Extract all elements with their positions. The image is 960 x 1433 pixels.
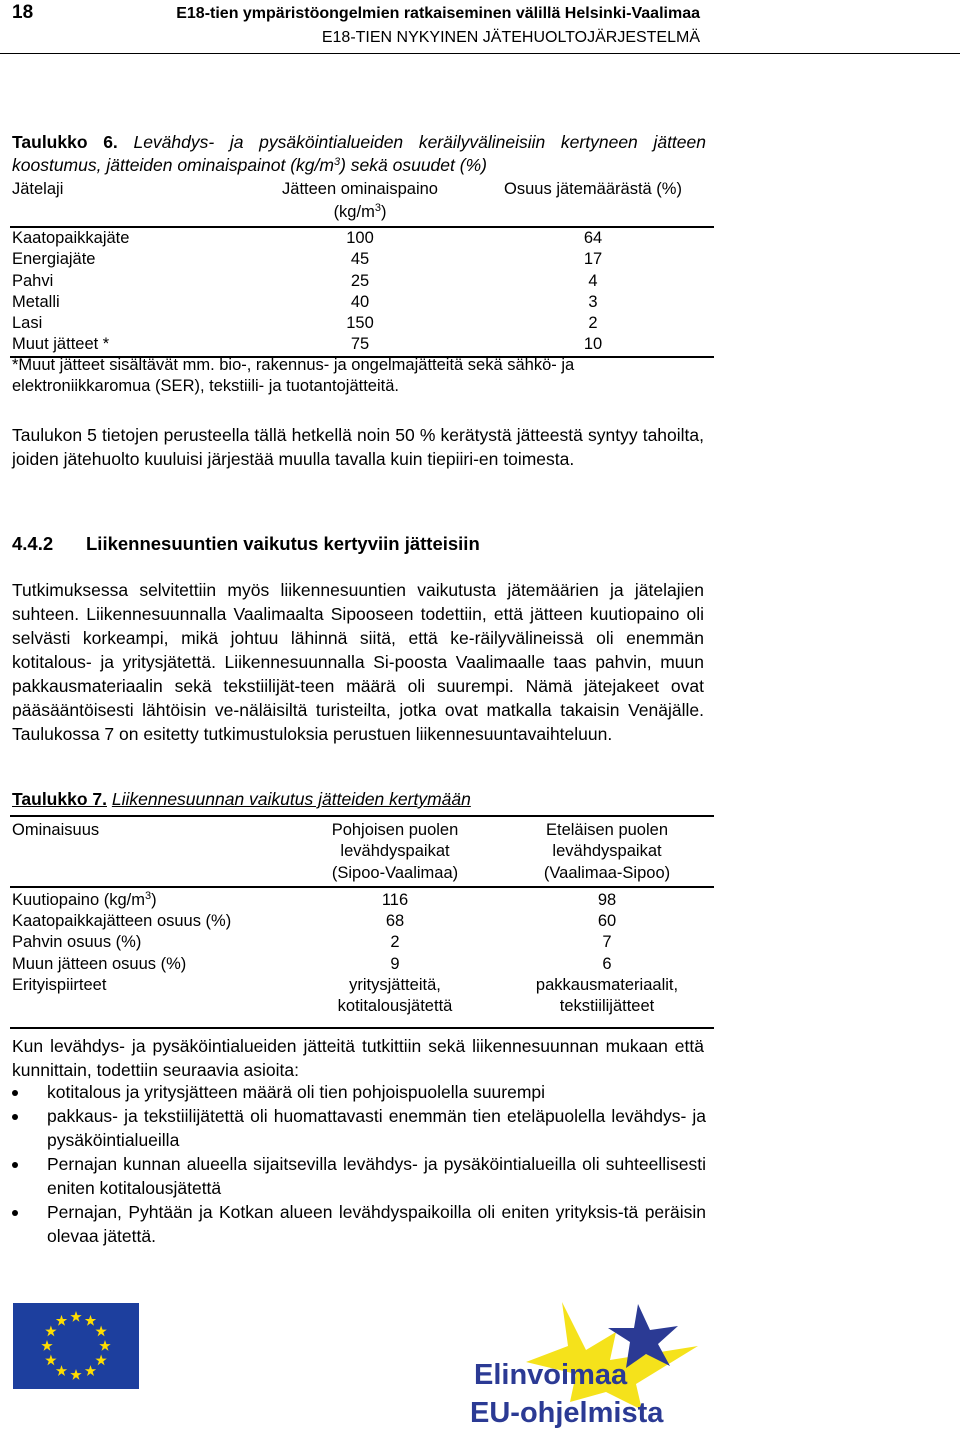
table6-caption-label: Taulukko 6. <box>12 132 118 152</box>
table7 <box>10 815 714 1029</box>
table-row <box>10 954 714 975</box>
running-header <box>176 2 700 50</box>
bullet-icon <box>12 1162 18 1168</box>
table6-header-row <box>10 178 714 227</box>
list-item <box>12 1152 706 1200</box>
table6-caption-sup: 3 <box>333 156 341 168</box>
table7-header-etelainen <box>500 816 714 887</box>
table-row <box>10 249 714 270</box>
table-row <box>10 334 714 356</box>
table6-cell-osuus: 17 <box>583 250 603 269</box>
list-item <box>12 1104 706 1152</box>
table7-header-row <box>10 816 714 887</box>
bullet-icon <box>12 1114 18 1120</box>
table-row <box>10 932 714 953</box>
bullet-icon <box>12 1210 18 1216</box>
header-line-1: E18-tien ympäristöongelmien ratkaiseminen välillä Helsinki-Vaalimaa <box>176 5 700 22</box>
table7-header-etelainen-line3: (Vaalimaa-Sipoo) <box>543 863 671 882</box>
table6-caption-tail: ) sekä osuudet (%) <box>340 155 487 175</box>
list-item-text: pakkaus- ja tekstiilijätettä oli huomattavasti enemmän tien eteläpuolella levähdys- ja pysäköintialueilla <box>47 1106 706 1150</box>
table7-cell-pohjoinen <box>290 975 500 1028</box>
table7-caption-label: Taulukko 7. <box>12 789 107 809</box>
table7-erityis-pohjoinen-line1: yritysjätteitä, <box>349 976 441 995</box>
table7-cell-ominaisuus: Muun jätteen osuus (%) <box>12 954 187 973</box>
table6-cell-osuus: 4 <box>588 271 598 290</box>
table7-cell-etelainen: 6 <box>602 954 612 973</box>
table7-cell-etelainen: 60 <box>597 912 617 931</box>
table6-header-unit-post: ) <box>380 203 387 221</box>
table6-cell-osuus: 10 <box>583 335 603 354</box>
logo-text-line2: EU-ohjelmista <box>470 1397 664 1429</box>
table7-cell-ominaisuus <box>10 887 290 911</box>
table7-caption <box>12 788 706 811</box>
list-item <box>12 1080 706 1104</box>
table7-cell-etelainen: 7 <box>602 933 612 952</box>
bullet-icon <box>12 1090 18 1096</box>
table6-header-unit-sup: 3 <box>374 202 381 214</box>
table7-header-etelainen-line2: levähdyspaikat <box>552 842 662 861</box>
table7-erityis-etelainen-line2: tekstiilijätteet <box>559 997 655 1016</box>
table7-header-ominaisuus: Ominaisuus <box>12 821 100 839</box>
header-line-2: E18-TIEN NYKYINEN JÄTEHUOLTOJÄRJESTELMÄ <box>321 29 700 46</box>
table6-cell-jatelaji: Pahvi <box>12 271 54 290</box>
table7-header-pohjoinen-line1: Pohjoisen puolen <box>331 821 459 839</box>
table7-header-pohjoinen-line2: levähdyspaikat <box>340 842 450 861</box>
table-row <box>10 887 714 911</box>
table7-header-pohjoinen-line3: (Sipoo-Vaalimaa) <box>331 863 459 882</box>
table7-cell-pohjoinen: 9 <box>390 954 400 973</box>
table6 <box>10 178 714 358</box>
table7-erityis-pohjoinen-line2: kotitalousjätettä <box>337 997 453 1016</box>
table7-header-etelainen-line1: Eteläisen puolen <box>545 821 668 839</box>
table7-erityis-etelainen-line1: pakkausmateriaalit, <box>535 976 679 995</box>
table-row <box>10 975 714 1028</box>
table7-header-pohjoinen <box>290 816 500 887</box>
paragraph-taulukon-5: Taulukon 5 tietojen perusteella tällä hetkellä noin 50 % kerätystä jätteestä syntyy tahoilta, joiden jätehuolto kuuluisi järjestää muulla tavalla kuin tiepiiri-en toimesta. <box>12 425 704 469</box>
table6-cell-osuus: 3 <box>588 292 598 311</box>
table6-cell-osuus: 64 <box>583 229 603 247</box>
table-row <box>10 313 714 334</box>
header-rule <box>0 53 960 54</box>
table6-footnote: *Muut jätteet sisältävät mm. bio-, rakennus- ja ongelmajätteitä sekä sähkö- ja elektroniikkaromua (SER), tekstiili- ja tuotantojätteitä. <box>12 356 575 395</box>
table6-header-unit-pre: (kg/m <box>333 203 375 221</box>
table6-header-ominaispaino-line1: Jätteen ominaispaino <box>282 180 438 198</box>
logo-text-line1: Elinvoimaa <box>474 1359 628 1391</box>
table6-header-ominaispaino <box>248 178 472 227</box>
table6-cell-ominaispaino: 75 <box>350 335 370 354</box>
table6-cell-ominaispaino: 25 <box>350 271 370 290</box>
table6-cell-ominaispaino: 100 <box>346 229 374 247</box>
eu-flag-logo <box>13 1303 139 1389</box>
table6-caption-text: Levähdys- ja pysäköintialueiden keräilyvälineisiin kertyneen jätteen koostumus, jätteiden ominaispainot (kg/m <box>12 132 706 175</box>
paragraph-tutkimustulokset: Kun levähdys- ja pysäköintialueiden jätteitä tutkittiin sekä liikennesuunnan mukaan että kunnittain, todettiin seuraavia asioita: <box>12 1036 704 1080</box>
table7-kuutio-label-post: ) <box>151 890 157 909</box>
table-row <box>10 271 714 292</box>
table6-cell-osuus: 2 <box>588 314 598 333</box>
elinvoimaa-eu-ohjelmista-logo <box>466 1302 706 1430</box>
table6-cell-jatelaji: Lasi <box>12 314 43 333</box>
table7-caption-text: Liikennesuunnan vaikutus jätteiden kertymään <box>111 789 471 809</box>
table7-kuutio-label-sup: 3 <box>145 889 152 902</box>
table7-cell-pohjoinen: 68 <box>385 912 405 931</box>
table6-cell-ominaispaino: 150 <box>346 314 374 333</box>
table-row <box>10 292 714 313</box>
table7-cell-ominaisuus: Erityispiirteet <box>12 976 107 995</box>
table7-cell-etelainen: 98 <box>597 890 617 909</box>
table-row <box>10 227 714 249</box>
table6-cell-jatelaji: Muut jätteet * <box>12 335 110 354</box>
table7-kuutio-label-pre: Kuutiopaino (kg/m <box>12 890 145 909</box>
table-row <box>10 911 714 932</box>
list-item-text: Pernajan, Pyhtään ja Kotkan alueen levähdyspaikoilla oli eniten yrityksis-tä peräisin olevaa jätettä. <box>47 1202 706 1246</box>
section-title: Liikennesuuntien vaikutus kertyviin jätteisiin <box>86 533 480 554</box>
table6-cell-ominaispaino: 40 <box>350 292 370 311</box>
table6-header-jatelaji: Jätelaji <box>12 180 64 198</box>
paragraph-liikennesuunnat: Tutkimuksessa selvitettiin myös liikennesuuntien vaikutusta jätemäärien ja jätelajien suhteen. Liikennesuunnalla Vaalimaalta Sipooseen todettiin, että jätteen kuutiopaino oli selvästi korkeampi, mikä johtuu lähinnä siitä, että ke-räilyvälineissä oli enemmän kotitalous- ja yritysjätettä. Liikennesuunnalla Si-poosta Vaalimaalle taas pahvin, muun pakkausmateriaalin sekä tekstiilijät-teen määrä oli suurempi. Nämä jätejakeet ovat pääsääntöisesti lähtöisin ve-näläisiltä turisteilta, jotka ovat matkalla takaisin Venäjälle. Taulukossa 7 on esitetty tutkimustuloksia perustuen liikennesuuntavaihteluun. <box>12 580 704 744</box>
findings-list <box>12 1080 706 1248</box>
section-number: 4.4.2 <box>12 533 54 554</box>
section-heading <box>12 533 480 555</box>
table7-cell-pohjoinen: 116 <box>381 890 409 909</box>
list-item-text: kotitalous ja yritysjätteen määrä oli tien pohjoispuolella suurempi <box>47 1082 546 1102</box>
table6-cell-ominaispaino: 45 <box>350 250 370 269</box>
table6-cell-jatelaji: Metalli <box>12 292 60 311</box>
page-number: 18 <box>12 2 34 23</box>
list-item-text: Pernajan kunnan alueella sijaitsevilla levähdys- ja pysäköintialueilla oli suhteellisesti eniten kotitalousjätettä <box>47 1154 706 1198</box>
table6-header-ominaispaino-line2 <box>250 201 470 224</box>
table6-cell-jatelaji: Kaatopaikkajäte <box>12 229 130 247</box>
table7-cell-ominaisuus: Pahvin osuus (%) <box>12 933 142 952</box>
logo-yellow-star-shape <box>526 1302 698 1410</box>
table6-header-osuus: Osuus jätemäärästä (%) <box>504 180 682 198</box>
table7-cell-pohjoinen: 2 <box>390 933 400 952</box>
table7-cell-ominaisuus: Kaatopaikkajätteen osuus (%) <box>12 912 232 931</box>
table7-cell-etelainen <box>500 975 714 1028</box>
list-item <box>12 1200 706 1248</box>
table6-cell-jatelaji: Energiajäte <box>12 250 96 269</box>
table6-caption <box>12 131 706 177</box>
